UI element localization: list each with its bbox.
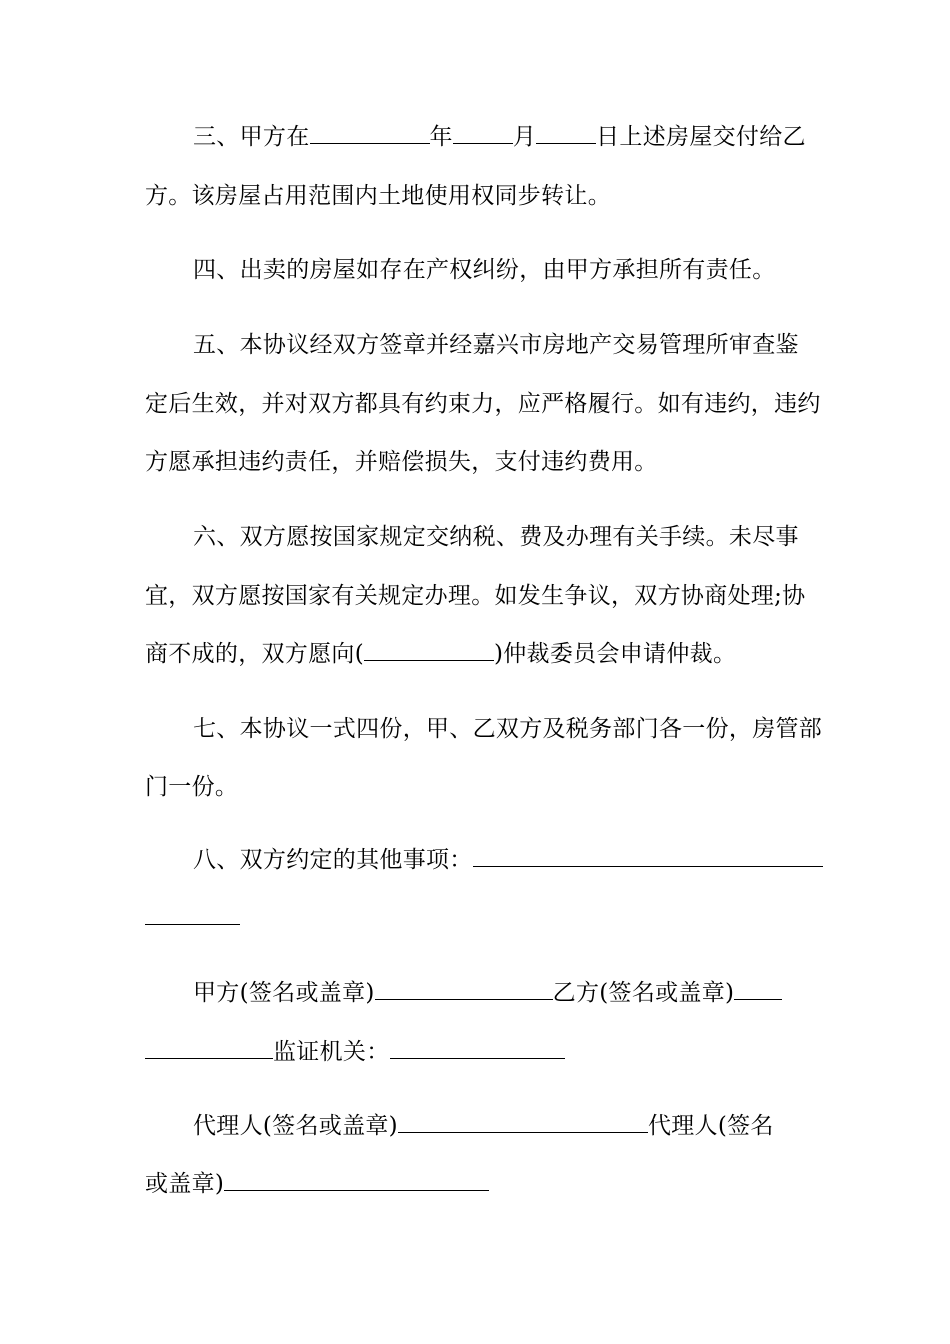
- agent-b-label-part1: 代理人(签名: [647, 1113, 774, 1139]
- month-blank: [453, 117, 513, 144]
- clause-3-text-month: 月: [512, 124, 537, 150]
- clause-3-text-a: 三、甲方在: [193, 124, 310, 150]
- day-blank: [536, 117, 596, 144]
- clause-6-text-b: )仲裁委员会申请仲裁。: [493, 641, 737, 667]
- party-b-signature-blank-continued: [145, 1032, 273, 1059]
- party-a-signature-blank: [375, 973, 553, 1000]
- agent-b-signature-blank: [224, 1164, 489, 1191]
- clause-3-text-year: 年: [429, 124, 453, 150]
- clause-6-line-2: 宜，双方愿按国家有关规定办理。如发生争议，双方协商处理;协: [145, 583, 806, 609]
- party-a-label: 甲方(签名或盖章): [193, 980, 375, 1006]
- signature-line-4: [145, 1164, 810, 1204]
- supervisor-signature-blank: [390, 1032, 565, 1059]
- arbitration-blank: [364, 634, 494, 661]
- clause-5-line-1: 五、本协议经双方签章并经嘉兴市房地产交易管理所审查鉴: [193, 332, 799, 358]
- clause-5-line-2: 定后生效，并对双方都具有约束力，应严格履行。如有违约，违约: [145, 391, 821, 417]
- clause-3-line-1: [193, 117, 810, 157]
- agent-a-signature-blank: [398, 1106, 648, 1133]
- clause-4-line-1: 四、出卖的房屋如存在产权纠纷，由甲方承担所有责任。: [193, 257, 776, 283]
- other-matters-blank-continued: [145, 898, 240, 925]
- clause-8-line-1: [193, 840, 810, 880]
- clause-6-text-a: 商不成的，双方愿向(: [145, 641, 364, 667]
- clause-6-line-3: [145, 634, 810, 674]
- clause-8-text: 八、双方约定的其他事项：: [193, 847, 473, 873]
- clause-5-line-3: 方愿承担违约责任，并赔偿损失，支付违约费用。: [145, 449, 658, 475]
- party-b-signature-blank: [734, 973, 782, 1000]
- party-b-label: 乙方(签名或盖章): [552, 980, 735, 1006]
- clause-3-text-b: 日上述房屋交付给乙: [596, 124, 806, 150]
- clause-7-line-2: 门一份。: [145, 774, 239, 800]
- year-blank: [310, 117, 430, 144]
- clause-8-line-2: [145, 898, 810, 938]
- supervisor-label: 监证机关：: [273, 1039, 390, 1065]
- clause-6-line-1: 六、双方愿按国家规定交纳税、费及办理有关手续。未尽事: [193, 524, 799, 550]
- signature-line-3: [193, 1106, 810, 1146]
- clause-7-line-1: 七、本协议一式四份，甲、乙双方及税务部门各一份，房管部: [193, 716, 823, 742]
- clause-3-line-2: 方。该房屋占用范围内土地使用权同步转让。: [145, 183, 611, 209]
- other-matters-blank: [473, 840, 823, 867]
- signature-line-1: [193, 973, 810, 1013]
- signature-line-2: [145, 1032, 810, 1072]
- agent-a-label: 代理人(签名或盖章): [193, 1113, 398, 1139]
- agent-b-label-part2: 或盖章): [145, 1171, 225, 1197]
